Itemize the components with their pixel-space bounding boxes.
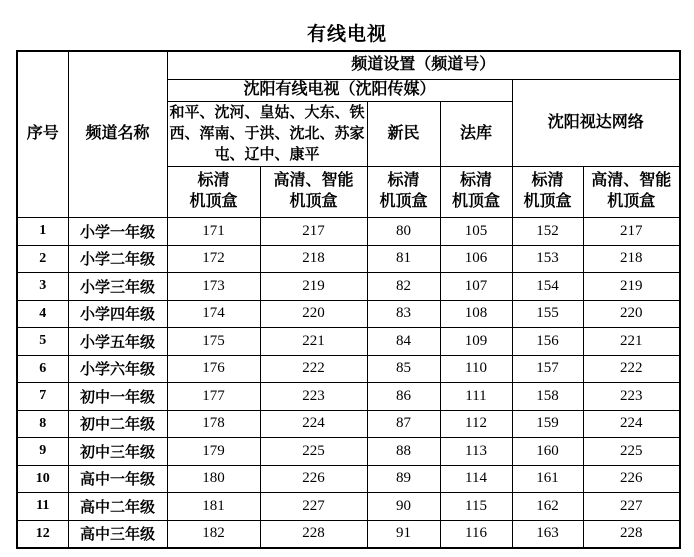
box-header-line: 机顶盒 bbox=[379, 193, 428, 210]
table-row bbox=[17, 355, 680, 383]
header-shida-network: 沈阳视达网络 bbox=[512, 80, 680, 167]
shida-hd-channel: 221 bbox=[583, 328, 680, 356]
header-districts: 和平、沈河、皇姑、大东、铁西、浑南、于洪、沈北、苏家屯、辽中、康平 bbox=[167, 102, 367, 167]
table-row bbox=[17, 383, 680, 411]
row-channel-name: 初中二年级 bbox=[68, 410, 167, 438]
faku-sd-channel: 113 bbox=[440, 438, 512, 466]
cable-hd-channel: 227 bbox=[260, 493, 367, 521]
header-serial: 序号 bbox=[17, 51, 68, 218]
shida-sd-channel: 159 bbox=[512, 410, 583, 438]
table-header bbox=[17, 51, 680, 218]
xinmin-sd-channel: 89 bbox=[367, 465, 440, 493]
cable-hd-channel: 224 bbox=[260, 410, 367, 438]
cable-hd-channel: 217 bbox=[260, 218, 367, 246]
table-row bbox=[17, 218, 680, 246]
cable-sd-channel: 171 bbox=[167, 218, 260, 246]
cable-sd-channel: 177 bbox=[167, 383, 260, 411]
shida-hd-channel: 219 bbox=[583, 273, 680, 301]
table-row bbox=[17, 465, 680, 493]
shida-sd-channel: 152 bbox=[512, 218, 583, 246]
table-row bbox=[17, 410, 680, 438]
cable-sd-channel: 176 bbox=[167, 355, 260, 383]
xinmin-sd-channel: 80 bbox=[367, 218, 440, 246]
faku-sd-channel: 109 bbox=[440, 328, 512, 356]
table-row bbox=[17, 300, 680, 328]
cable-sd-channel: 175 bbox=[167, 328, 260, 356]
shida-sd-channel: 156 bbox=[512, 328, 583, 356]
cable-hd-channel: 223 bbox=[260, 383, 367, 411]
xinmin-sd-channel: 90 bbox=[367, 493, 440, 521]
shida-sd-channel: 158 bbox=[512, 383, 583, 411]
table-row bbox=[17, 493, 680, 521]
header-box-cable-sd bbox=[167, 167, 260, 218]
header-box-faku-sd bbox=[440, 167, 512, 218]
cable-hd-channel: 225 bbox=[260, 438, 367, 466]
cable-sd-channel: 178 bbox=[167, 410, 260, 438]
row-channel-name: 高中三年级 bbox=[68, 520, 167, 548]
box-header-line: 标清 bbox=[531, 172, 564, 190]
xinmin-sd-channel: 91 bbox=[367, 520, 440, 548]
row-channel-name: 高中二年级 bbox=[68, 493, 167, 521]
row-channel-name: 小学三年级 bbox=[68, 273, 167, 301]
cable-sd-channel: 174 bbox=[167, 300, 260, 328]
xinmin-sd-channel: 84 bbox=[367, 328, 440, 356]
box-header-line: 机顶盒 bbox=[189, 193, 238, 210]
cable-hd-channel: 218 bbox=[260, 245, 367, 273]
shida-sd-channel: 157 bbox=[512, 355, 583, 383]
xinmin-sd-channel: 81 bbox=[367, 245, 440, 273]
cable-sd-channel: 173 bbox=[167, 273, 260, 301]
faku-sd-channel: 115 bbox=[440, 493, 512, 521]
row-serial: 9 bbox=[17, 438, 68, 466]
row-serial: 11 bbox=[17, 493, 68, 521]
shida-hd-channel: 224 bbox=[583, 410, 680, 438]
cable-hd-channel: 219 bbox=[260, 273, 367, 301]
shida-sd-channel: 160 bbox=[512, 438, 583, 466]
row-channel-name: 初中一年级 bbox=[68, 383, 167, 411]
xinmin-sd-channel: 86 bbox=[367, 383, 440, 411]
cable-hd-channel: 226 bbox=[260, 465, 367, 493]
faku-sd-channel: 111 bbox=[440, 383, 512, 411]
xinmin-sd-channel: 87 bbox=[367, 410, 440, 438]
cable-hd-channel: 221 bbox=[260, 328, 367, 356]
row-serial: 2 bbox=[17, 245, 68, 273]
cable-tv-channel-table bbox=[16, 50, 681, 549]
table-row bbox=[17, 328, 680, 356]
row-channel-name: 初中三年级 bbox=[68, 438, 167, 466]
row-serial: 5 bbox=[17, 328, 68, 356]
xinmin-sd-channel: 83 bbox=[367, 300, 440, 328]
row-serial: 10 bbox=[17, 465, 68, 493]
row-serial: 4 bbox=[17, 300, 68, 328]
row-channel-name: 小学一年级 bbox=[68, 218, 167, 246]
row-serial: 3 bbox=[17, 273, 68, 301]
shida-sd-channel: 162 bbox=[512, 493, 583, 521]
box-header-line: 机顶盒 bbox=[289, 193, 338, 210]
cable-sd-channel: 181 bbox=[167, 493, 260, 521]
header-box-xinmin-sd bbox=[367, 167, 440, 218]
faku-sd-channel: 106 bbox=[440, 245, 512, 273]
faku-sd-channel: 110 bbox=[440, 355, 512, 383]
box-header-line: 机顶盒 bbox=[523, 193, 572, 210]
shida-hd-channel: 226 bbox=[583, 465, 680, 493]
faku-sd-channel: 114 bbox=[440, 465, 512, 493]
shida-hd-channel: 217 bbox=[583, 218, 680, 246]
shida-hd-channel: 218 bbox=[583, 245, 680, 273]
shida-hd-channel: 225 bbox=[583, 438, 680, 466]
row-serial: 8 bbox=[17, 410, 68, 438]
shida-hd-channel: 222 bbox=[583, 355, 680, 383]
box-header-line: 标清 bbox=[197, 172, 230, 190]
shida-hd-channel: 220 bbox=[583, 300, 680, 328]
faku-sd-channel: 108 bbox=[440, 300, 512, 328]
xinmin-sd-channel: 82 bbox=[367, 273, 440, 301]
box-header-line: 标清 bbox=[459, 172, 492, 190]
row-serial: 7 bbox=[17, 383, 68, 411]
cable-sd-channel: 182 bbox=[167, 520, 260, 548]
box-header-line: 机顶盒 bbox=[607, 193, 656, 210]
header-box-shida-hd bbox=[583, 167, 680, 218]
shida-sd-channel: 154 bbox=[512, 273, 583, 301]
header-row-1 bbox=[17, 51, 680, 80]
shida-hd-channel: 227 bbox=[583, 493, 680, 521]
table-body bbox=[17, 218, 680, 549]
row-channel-name: 小学五年级 bbox=[68, 328, 167, 356]
row-serial: 1 bbox=[17, 218, 68, 246]
header-shenyang-cable: 沈阳有线电视（沈阳传媒） bbox=[167, 80, 512, 102]
cable-sd-channel: 179 bbox=[167, 438, 260, 466]
shida-hd-channel: 223 bbox=[583, 383, 680, 411]
table-row bbox=[17, 273, 680, 301]
shida-sd-channel: 161 bbox=[512, 465, 583, 493]
cable-sd-channel: 180 bbox=[167, 465, 260, 493]
cable-hd-channel: 228 bbox=[260, 520, 367, 548]
cable-hd-channel: 220 bbox=[260, 300, 367, 328]
header-box-shida-sd bbox=[512, 167, 583, 218]
table-row bbox=[17, 245, 680, 273]
xinmin-sd-channel: 85 bbox=[367, 355, 440, 383]
row-channel-name: 小学四年级 bbox=[68, 300, 167, 328]
shida-sd-channel: 155 bbox=[512, 300, 583, 328]
shida-hd-channel: 228 bbox=[583, 520, 680, 548]
box-header-line: 标清 bbox=[387, 172, 420, 190]
box-header-line: 高清、智能 bbox=[591, 172, 672, 190]
row-channel-name: 小学二年级 bbox=[68, 245, 167, 273]
row-serial: 6 bbox=[17, 355, 68, 383]
row-serial: 12 bbox=[17, 520, 68, 548]
faku-sd-channel: 112 bbox=[440, 410, 512, 438]
shida-sd-channel: 163 bbox=[512, 520, 583, 548]
table-row bbox=[17, 438, 680, 466]
xinmin-sd-channel: 88 bbox=[367, 438, 440, 466]
page-title: 有线电视 bbox=[306, 24, 387, 45]
header-faku: 法库 bbox=[440, 102, 512, 167]
header-xinmin: 新民 bbox=[367, 102, 440, 167]
box-header-line: 机顶盒 bbox=[451, 193, 500, 210]
header-channel-setting: 频道设置（频道号） bbox=[167, 51, 680, 80]
header-channel-name: 频道名称 bbox=[68, 51, 167, 218]
faku-sd-channel: 107 bbox=[440, 273, 512, 301]
row-channel-name: 高中一年级 bbox=[68, 465, 167, 493]
cable-sd-channel: 172 bbox=[167, 245, 260, 273]
table-row bbox=[17, 520, 680, 548]
row-channel-name: 小学六年级 bbox=[68, 355, 167, 383]
header-box-cable-hd bbox=[260, 167, 367, 218]
faku-sd-channel: 116 bbox=[440, 520, 512, 548]
shida-sd-channel: 153 bbox=[512, 245, 583, 273]
faku-sd-channel: 105 bbox=[440, 218, 512, 246]
cable-hd-channel: 222 bbox=[260, 355, 367, 383]
box-header-line: 高清、智能 bbox=[273, 172, 354, 190]
